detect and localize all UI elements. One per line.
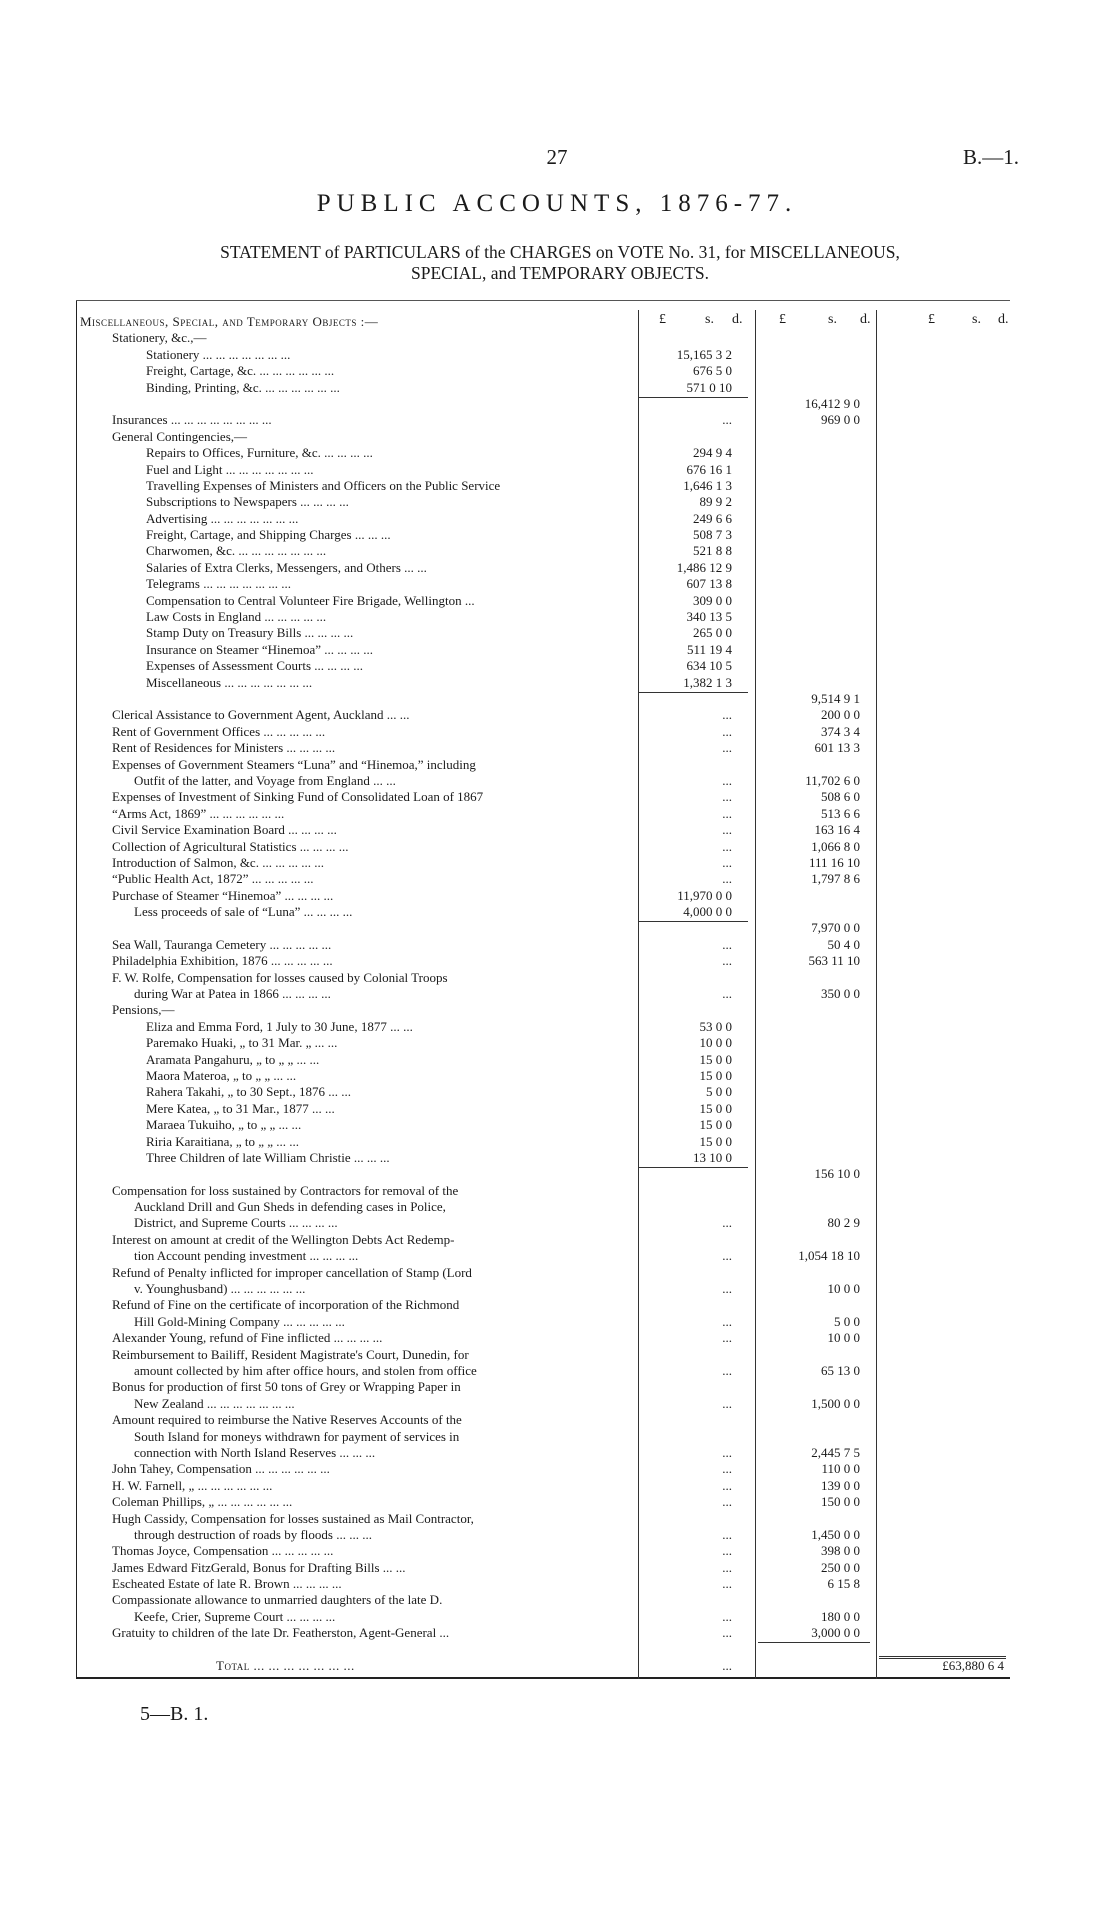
row-description: Expenses of Investment of Sinking Fund of Consolidated Loan of 1867 [112, 789, 484, 805]
amount-items: 15 0 0 [699, 1067, 732, 1083]
table-row [76, 396, 1010, 412]
row-description: Salaries of Extra Clerks, Messengers, and Others ... ... [146, 559, 427, 575]
amount-items: 15 0 0 [699, 1051, 732, 1067]
amount-items: ... [722, 1330, 732, 1346]
row-description: tion Account pending investment ... ... ... ... [134, 1248, 359, 1264]
table-row [76, 1297, 1010, 1313]
col1-pounds-header: £ [659, 312, 666, 327]
table-row [76, 839, 1010, 855]
amount-subtotal: 150 0 0 [821, 1494, 860, 1510]
table-row [76, 1084, 1010, 1100]
amount-items: ... [722, 1543, 732, 1559]
row-description: Compensation to Central Volunteer Fire Brigade, Wellington ... [146, 592, 475, 608]
col1-pence-header: d. [732, 312, 743, 327]
row-description: Eliza and Emma Ford, 1 July to 30 June, 1877 ... ... [146, 1018, 413, 1034]
table-row [76, 1609, 1010, 1625]
col1-shillings-header: s. [705, 312, 714, 327]
row-description: F. W. Rolfe, Compensation for losses caused by Colonial Troops [112, 969, 448, 985]
amount-items: 1,382 1 3 [683, 674, 732, 690]
table-row [76, 314, 1010, 330]
row-description: Hugh Cassidy, Compensation for losses sustained as Mail Contractor, [112, 1510, 474, 1526]
amount-subtotal: 601 13 3 [814, 740, 860, 756]
table-row [76, 1543, 1010, 1559]
table-row [76, 445, 1010, 461]
table-row [76, 888, 1010, 904]
amount-subtotal: 200 0 0 [821, 707, 860, 723]
amount-subtotal: 9,514 9 1 [811, 690, 860, 706]
amount-items: ... [722, 1477, 732, 1493]
total-double-rule [879, 1656, 1006, 1659]
table-row [76, 1461, 1010, 1477]
row-description: v. Younghusband) ... ... ... ... ... ... [134, 1281, 306, 1297]
table-row [76, 412, 1010, 428]
row-description: Escheated Estate of late R. Brown ... ... ... ... [112, 1576, 342, 1592]
table-row [76, 1658, 1010, 1674]
col2-pounds-header: £ [779, 312, 786, 327]
row-description: during War at Patea in 1866 ... ... ... ... [134, 986, 331, 1002]
table-row [76, 1642, 1010, 1658]
col3-shillings-header: s. [972, 312, 981, 327]
amount-items: ... [722, 723, 732, 739]
row-description: Travelling Expenses of Ministers and Officers on the Public Service [146, 477, 501, 493]
row-description: Reimbursement to Bailiff, Resident Magistrate's Court, Dunedin, for [112, 1346, 469, 1362]
row-description: Philadelphia Exhibition, 1876 ... ... ... ... ... [112, 953, 333, 969]
row-description: amount collected by him after office hours, and stolen from office [134, 1363, 477, 1378]
table-row [76, 740, 1010, 756]
row-description: Telegrams ... ... ... ... ... ... ... [146, 576, 291, 592]
amount-items: 634 10 5 [686, 658, 732, 674]
table-row [76, 1166, 1010, 1182]
row-description: Introduction of Salmon, &c. ... ... ... ... ... [112, 854, 324, 870]
row-description: Repairs to Offices, Furniture, &c. ... ... ... ... [146, 445, 373, 461]
row-description: Keefe, Crier, Supreme Court ... ... ... ... [134, 1608, 336, 1624]
amount-items: 294 9 4 [693, 445, 732, 461]
row-description: Rent of Government Offices ... ... ... ... ... [112, 723, 326, 739]
row-description: Pensions,— [112, 1002, 175, 1018]
table-row [76, 1117, 1010, 1133]
table-row [76, 330, 1010, 346]
table-row [76, 593, 1010, 609]
row-description: Mere Katea, „ to 31 Mar., 1877 ... ... [146, 1100, 335, 1116]
amount-items: ... [722, 822, 732, 838]
row-description: South Island for moneys withdrawn for payment of services in [134, 1428, 460, 1444]
amount-items: ... [722, 854, 732, 870]
amount-items: 521 8 8 [693, 543, 732, 559]
row-description: Freight, Cartage, &c. ... ... ... ... ... ... [146, 363, 335, 379]
amount-total: £63,880 6 4 [942, 1658, 1004, 1674]
table-row [76, 1215, 1010, 1231]
table-row [76, 494, 1010, 510]
table-row [76, 1330, 1010, 1346]
col3-pounds-header: £ [928, 312, 935, 327]
table-row [76, 1281, 1010, 1297]
table-row [76, 1527, 1010, 1543]
row-description: Aramata Pangahuru, „ to „ „ ... ... [146, 1051, 320, 1067]
amount-subtotal: 111 16 10 [808, 854, 860, 870]
table-row [76, 609, 1010, 625]
amount-items: ... [722, 1215, 732, 1231]
amount-items: 13 10 0 [693, 1149, 732, 1165]
amount-subtotal: 350 0 0 [821, 986, 860, 1002]
amount-subtotal: 10 0 0 [827, 1330, 860, 1346]
col2-pence-header: d. [860, 312, 871, 327]
table-row [76, 1363, 1010, 1379]
subtitle-line-2: SPECIAL, and TEMPORARY OBJECTS. [410, 263, 710, 283]
row-description: H. W. Farnell, „ ... ... ... ... ... ... [112, 1477, 273, 1493]
amount-items: 511 19 4 [686, 641, 732, 657]
amount-items: 607 13 8 [686, 576, 732, 592]
row-description: Miscellaneous, Special, and Temporary Objects :— [80, 314, 379, 329]
row-description: Clerical Assistance to Government Agent, Auckland ... ... [112, 707, 410, 723]
amount-items: ... [722, 953, 732, 969]
table-row [76, 1314, 1010, 1330]
table-body [76, 314, 1010, 1674]
table-row [76, 658, 1010, 674]
amount-subtotal: 563 11 10 [808, 953, 860, 969]
amount-subtotal: 513 6 6 [821, 805, 860, 821]
table-row [76, 1183, 1010, 1199]
amount-items: 4,000 0 0 [683, 904, 732, 920]
table-row [76, 691, 1010, 707]
table-row [76, 625, 1010, 641]
amount-items: ... [722, 1363, 732, 1378]
amount-subtotal: 969 0 0 [821, 412, 860, 428]
table-row [76, 380, 1010, 396]
table-row [76, 1412, 1010, 1428]
row-description: Stamp Duty on Treasury Bills ... ... ... ... [146, 625, 354, 641]
accounts-table [76, 300, 1010, 1679]
table-row [76, 347, 1010, 363]
table-row [76, 1560, 1010, 1576]
table-row [76, 1101, 1010, 1117]
table-row [76, 462, 1010, 478]
amount-subtotal: 180 0 0 [821, 1608, 860, 1624]
row-description: Charwomen, &c. ... ... ... ... ... ... ... [146, 543, 327, 559]
page-number: 27 [546, 145, 568, 169]
row-description: John Tahey, Compensation ... ... ... ... ... ... [112, 1461, 330, 1477]
amount-subtotal: 1,066 8 0 [811, 838, 860, 854]
row-description: Insurances ... ... ... ... ... ... ... ... [112, 412, 272, 428]
table-row [76, 1592, 1010, 1608]
amount-items: 508 7 3 [693, 527, 732, 543]
amount-subtotal: 163 16 4 [814, 822, 860, 838]
table-row [76, 1511, 1010, 1527]
table-row [76, 1494, 1010, 1510]
row-description: connection with North Island Reserves ... ... ... [134, 1444, 376, 1460]
amount-items: 15 0 0 [699, 1100, 732, 1116]
amount-subtotal: 156 10 0 [814, 1166, 860, 1182]
table-row [76, 1232, 1010, 1248]
row-description: Expenses of Assessment Courts ... ... ... ... [146, 658, 364, 674]
amount-items: ... [722, 1313, 732, 1329]
amount-items: ... [722, 936, 732, 952]
table-row [76, 871, 1010, 887]
amount-subtotal: 50 4 0 [827, 936, 860, 952]
col2-shillings-header: s. [828, 312, 837, 327]
table-row [76, 576, 1010, 592]
amount-subtotal: 250 0 0 [821, 1559, 860, 1575]
row-description: “Arms Act, 1869” ... ... ... ... ... ... [112, 805, 285, 821]
amount-items: ... [722, 1608, 732, 1624]
amount-items: ... [722, 1576, 732, 1592]
amount-items: ... [722, 838, 732, 854]
row-description: Stationery, &c.,— [112, 330, 207, 346]
row-description: Riria Karaitiana, „ to „ „ ... ... [146, 1133, 300, 1149]
amount-items: ... [722, 789, 732, 805]
amount-items: ... [722, 1281, 732, 1297]
table-row [76, 560, 1010, 576]
table-row [76, 937, 1010, 953]
row-description: Three Children of late William Christie ... ... ... [146, 1149, 390, 1165]
amount-items: ... [722, 986, 732, 1002]
table-row [76, 478, 1010, 494]
row-description: Amount required to reimburse the Native Reserves Accounts of the [112, 1412, 462, 1428]
amount-subtotal: 65 13 0 [821, 1363, 860, 1378]
amount-subtotal: 374 3 4 [821, 723, 860, 739]
table-row [76, 363, 1010, 379]
table-row [76, 543, 1010, 559]
page-title: PUBLIC ACCOUNTS, 1876-77. [316, 190, 798, 217]
row-description: Collection of Agricultural Statistics ... ... ... ... [112, 838, 349, 854]
row-description: Fuel and Light ... ... ... ... ... ... ... [146, 461, 314, 477]
amount-items: 676 5 0 [693, 363, 732, 379]
row-description: Outfit of the latter, and Voyage from England ... ... [134, 772, 396, 788]
amount-subtotal: 1,500 0 0 [811, 1395, 860, 1411]
row-description: Miscellaneous ... ... ... ... ... ... ... [146, 674, 313, 690]
amount-items: ... [722, 1395, 732, 1411]
table-row [76, 1068, 1010, 1084]
amount-subtotal: 5 0 0 [834, 1313, 860, 1329]
row-description: through destruction of roads by floods ... ... ... [134, 1526, 372, 1542]
table-row [76, 806, 1010, 822]
row-description: Advertising ... ... ... ... ... ... ... [146, 510, 299, 526]
amount-subtotal: 80 2 9 [827, 1215, 860, 1231]
table-row [76, 1002, 1010, 1018]
table-row [76, 920, 1010, 936]
table-row [76, 1052, 1010, 1068]
amount-subtotal: 139 0 0 [821, 1477, 860, 1493]
amount-items: ... [722, 1658, 732, 1674]
row-description: Binding, Printing, &c. ... ... ... ... ... ... [146, 379, 340, 395]
row-description: Rent of Residences for Ministers ... ... ... ... [112, 740, 336, 756]
table-row [76, 757, 1010, 773]
row-description: Thomas Joyce, Compensation ... ... ... ... ... [112, 1543, 334, 1559]
document-reference: B.—1. [963, 145, 1020, 169]
amount-items: 5 0 0 [706, 1084, 732, 1100]
table-row [76, 1134, 1010, 1150]
table-row [76, 1265, 1010, 1281]
table-row [76, 642, 1010, 658]
row-description: Less proceeds of sale of “Luna” ... ... ... ... [134, 904, 353, 920]
row-description: Compassionate allowance to unmarried daughters of the late D. [112, 1592, 443, 1608]
row-description: Maraea Tukuiho, „ to „ „ ... ... [146, 1117, 302, 1133]
table-row [76, 904, 1010, 920]
table-row [76, 1478, 1010, 1494]
amount-subtotal: 110 0 0 [821, 1461, 860, 1477]
table-row [76, 822, 1010, 838]
row-description: Law Costs in England ... ... ... ... ... [146, 609, 327, 625]
amount-subtotal: 11,702 6 0 [805, 772, 860, 788]
table-row [76, 789, 1010, 805]
row-description: Gratuity to children of the late Dr. Featherston, Agent-General ... [112, 1625, 450, 1641]
footer-reference: 5—B. 1. [140, 1703, 209, 1725]
table-row [76, 527, 1010, 543]
table-row [76, 773, 1010, 789]
table-row [76, 1396, 1010, 1412]
amount-items: 15 0 0 [699, 1133, 732, 1149]
amount-items: ... [722, 1461, 732, 1477]
amount-items: 89 9 2 [699, 494, 732, 510]
amount-items: 53 0 0 [699, 1018, 732, 1034]
amount-subtotal: 2,445 7 5 [811, 1444, 860, 1460]
amount-items: ... [722, 805, 732, 821]
table-row [76, 1625, 1010, 1641]
row-description: Total ... ... ... ... ... ... ... [216, 1658, 355, 1674]
row-description: Alexander Young, refund of Fine inflicted ... ... ... ... [112, 1330, 383, 1346]
statement-subtitle [60, 242, 1060, 284]
amount-items: 10 0 0 [699, 1035, 732, 1051]
amount-items: ... [722, 1559, 732, 1575]
amount-subtotal: 16,412 9 0 [804, 395, 860, 411]
amount-subtotal: 398 0 0 [821, 1543, 860, 1559]
row-description: Rahera Takahi, „ to 30 Sept., 1876 ... ... [146, 1084, 352, 1100]
row-description: New Zealand ... ... ... ... ... ... ... [134, 1395, 295, 1411]
amount-items: ... [722, 1526, 732, 1542]
table-row [76, 1347, 1010, 1363]
amount-subtotal: 6 15 8 [827, 1576, 860, 1592]
row-description: Compensation for loss sustained by Contractors for removal of the [112, 1182, 459, 1198]
amount-items: ... [722, 871, 732, 887]
row-description: Expenses of Government Steamers “Luna” and “Hinemoa,” including [112, 756, 476, 772]
row-description: Refund of Penalty inflicted for improper cancellation of Stamp (Lord [112, 1264, 472, 1280]
amount-items: ... [722, 1625, 732, 1641]
amount-items: 11,970 0 0 [677, 887, 732, 903]
table-row [76, 511, 1010, 527]
amount-items: 571 0 10 [686, 379, 732, 395]
table-row [76, 1248, 1010, 1264]
amount-subtotal: 7,970 0 0 [811, 920, 860, 936]
row-description: Hill Gold-Mining Company ... ... ... ... ... [134, 1313, 345, 1329]
amount-items: ... [722, 1494, 732, 1510]
amount-items: ... [722, 707, 732, 723]
row-description: Stationery ... ... ... ... ... ... ... [146, 346, 291, 362]
table-row [76, 1429, 1010, 1445]
row-description: General Contingencies,— [112, 428, 248, 444]
table-row [76, 1199, 1010, 1215]
table-row [76, 986, 1010, 1002]
table-row [76, 707, 1010, 723]
row-description: Civil Service Examination Board ... ... ... ... [112, 822, 337, 838]
amount-subtotal: 508 6 0 [821, 789, 860, 805]
amount-items: 265 0 0 [693, 625, 732, 641]
amount-subtotal: 1,054 18 10 [798, 1248, 860, 1264]
amount-items: ... [722, 772, 732, 788]
row-description: “Public Health Act, 1872” ... ... ... ... ... [112, 871, 314, 887]
table-row [76, 1019, 1010, 1035]
amount-items: ... [722, 412, 732, 428]
amount-items: 15,165 3 2 [676, 346, 732, 362]
row-description: Refund of Fine on the certificate of incorporation of the Richmond [112, 1297, 460, 1313]
amount-subtotal: 1,797 8 6 [811, 871, 860, 887]
row-description: Paremako Huaki, „ to 31 Mar. „ ... ... [146, 1035, 338, 1051]
table-row [76, 970, 1010, 986]
amount-items: 340 13 5 [686, 609, 732, 625]
amount-items: ... [722, 1444, 732, 1460]
row-description: Purchase of Steamer “Hinemoa” ... ... ... ... [112, 887, 334, 903]
table-row [76, 1445, 1010, 1461]
row-description: Insurance on Steamer “Hinemoa” ... ... ... ... [146, 641, 374, 657]
table-row [76, 675, 1010, 691]
col3-pence-header: d. [998, 312, 1009, 327]
row-description: Sea Wall, Tauranga Cemetery ... ... ... ... ... [112, 936, 332, 952]
row-description: Bonus for production of first 50 tons of Grey or Wrapping Paper in [112, 1379, 461, 1395]
row-description: Maora Materoa, „ to „ „ ... ... [146, 1067, 297, 1083]
amount-items: 676 16 1 [686, 461, 732, 477]
amount-items: 1,486 12 9 [676, 559, 732, 575]
amount-items: 309 0 0 [693, 592, 732, 608]
table-top-rule [76, 300, 1010, 301]
table-row [76, 855, 1010, 871]
amount-items: ... [722, 740, 732, 756]
row-description: Auckland Drill and Gun Sheds in defending cases in Police, [134, 1199, 446, 1215]
table-row [76, 724, 1010, 740]
amount-items: 249 6 6 [693, 510, 732, 526]
table-row [76, 1379, 1010, 1395]
table-row [76, 1150, 1010, 1166]
row-description: District, and Supreme Courts ... ... ... ... [134, 1215, 338, 1231]
row-description: Interest on amount at credit of the Wellington Debts Act Redemp- [112, 1231, 455, 1247]
amount-items: ... [722, 1248, 732, 1264]
table-row [76, 429, 1010, 445]
amount-subtotal: 10 0 0 [827, 1281, 860, 1297]
amount-items: 1,646 1 3 [683, 477, 732, 493]
amount-subtotal: 3,000 0 0 [811, 1625, 860, 1641]
row-description: James Edward FitzGerald, Bonus for Drafting Bills ... ... [112, 1559, 406, 1575]
table-row [76, 953, 1010, 969]
amount-subtotal: 1,450 0 0 [811, 1526, 860, 1542]
subtitle-line-1: STATEMENT of PARTICULARS of the CHARGES on VOTE No. 31, for MISCELLANEOUS, [220, 242, 900, 262]
row-description: Subscriptions to Newspapers ... ... ... ... [146, 494, 349, 510]
row-description: Coleman Phillips, „ ... ... ... ... ... ... [112, 1494, 293, 1510]
table-row [76, 1035, 1010, 1051]
amount-items: 15 0 0 [699, 1117, 732, 1133]
row-description: Freight, Cartage, and Shipping Charges ... ... ... [146, 527, 391, 543]
table-row [76, 1576, 1010, 1592]
